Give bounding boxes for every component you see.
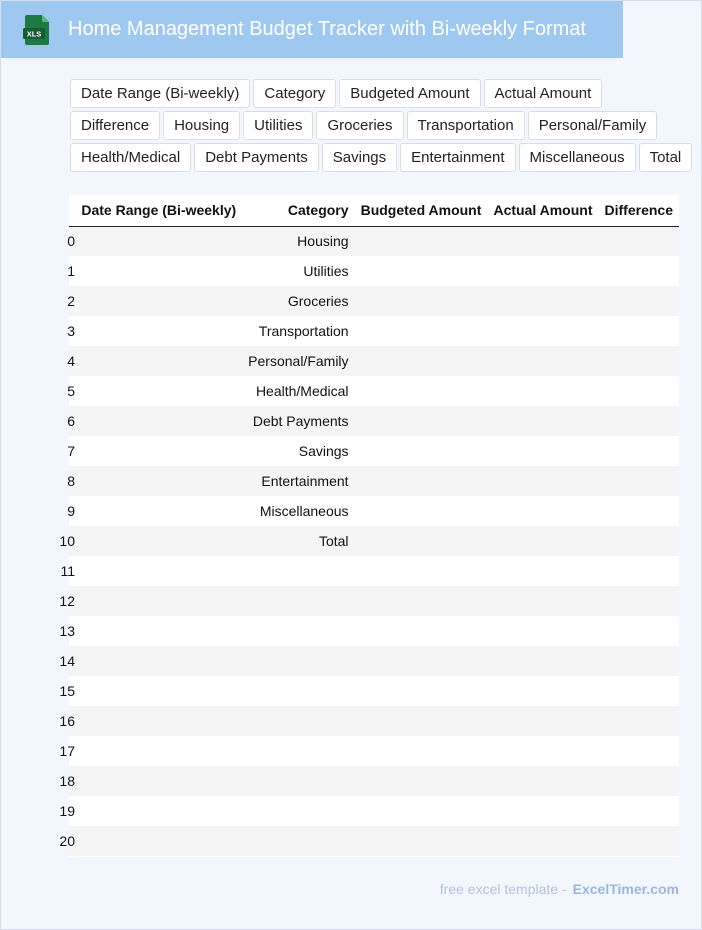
column-chip[interactable]: Miscellaneous — [519, 143, 636, 172]
header-bar — [1, 1, 623, 58]
category-cell[interactable]: Housing — [297, 233, 349, 250]
footer-prefix: free excel template - — [439, 881, 567, 897]
row-index: 0 — [67, 233, 75, 250]
table-row — [69, 736, 679, 766]
column-chip[interactable]: Transportation — [407, 111, 525, 140]
date-range-cell[interactable] — [75, 556, 242, 586]
actual-amount-cell[interactable] — [487, 526, 598, 556]
category-cell[interactable]: Groceries — [287, 293, 349, 309]
column-header-category[interactable]: Category — [242, 195, 354, 226]
date-range-cell[interactable] — [75, 316, 242, 346]
budgeted-amount-cell[interactable] — [355, 556, 488, 586]
row-index: 12 — [59, 593, 75, 609]
actual-amount-cell[interactable] — [487, 796, 598, 826]
actual-amount-cell[interactable] — [487, 226, 598, 256]
date-range-cell[interactable] — [75, 286, 242, 316]
actual-amount-cell[interactable] — [487, 316, 598, 346]
difference-cell[interactable] — [599, 586, 679, 616]
column-chip[interactable]: Savings — [322, 143, 397, 172]
column-chip[interactable]: Actual Amount — [484, 79, 603, 108]
xls-icon-label: XLS — [26, 29, 42, 39]
actual-amount-cell[interactable] — [487, 346, 598, 376]
date-range-cell[interactable] — [75, 226, 242, 256]
category-cell[interactable]: Savings — [298, 443, 349, 459]
row-index: 14 — [59, 653, 75, 669]
category-cell[interactable]: Personal/Family — [248, 353, 349, 369]
category-cell[interactable]: Health/Medical — [255, 383, 349, 399]
table-header-row — [69, 195, 679, 226]
category-cell[interactable] — [242, 796, 354, 826]
table-body — [59, 226, 679, 856]
date-range-cell[interactable] — [75, 736, 242, 766]
budgeted-amount-cell[interactable] — [355, 286, 488, 316]
row-index: 7 — [67, 443, 75, 459]
category-cell[interactable] — [242, 586, 354, 616]
table-row — [69, 646, 679, 676]
date-range-cell[interactable] — [75, 676, 242, 706]
actual-amount-cell[interactable] — [487, 496, 598, 526]
difference-cell[interactable] — [599, 256, 679, 286]
table-row — [69, 466, 679, 496]
difference-cell[interactable] — [599, 706, 679, 736]
difference-cell[interactable] — [599, 826, 679, 856]
budgeted-amount-cell[interactable] — [355, 736, 488, 766]
budgeted-amount-cell[interactable] — [355, 256, 488, 286]
actual-amount-cell[interactable] — [487, 736, 598, 766]
column-chip[interactable]: Utilities — [243, 111, 313, 140]
difference-cell[interactable] — [599, 436, 679, 466]
column-chip[interactable]: Personal/Family — [528, 111, 658, 140]
actual-amount-cell[interactable] — [487, 586, 598, 616]
row-index: 13 — [59, 623, 75, 639]
footer-credit — [440, 881, 679, 897]
budgeted-amount-cell[interactable] — [355, 766, 488, 796]
table-row — [69, 676, 679, 706]
category-cell[interactable] — [242, 676, 354, 706]
difference-cell[interactable] — [599, 736, 679, 766]
table-row — [69, 256, 679, 286]
budgeted-amount-cell[interactable] — [355, 226, 488, 256]
date-range-cell[interactable] — [75, 796, 242, 826]
difference-cell[interactable] — [599, 496, 679, 526]
actual-amount-cell[interactable] — [487, 706, 598, 736]
date-range-cell[interactable] — [75, 646, 242, 676]
difference-cell[interactable] — [599, 526, 679, 556]
row-index: 5 — [67, 383, 75, 399]
actual-amount-cell[interactable] — [487, 646, 598, 676]
column-chip[interactable]: Total — [639, 143, 693, 172]
budgeted-amount-cell[interactable] — [355, 466, 488, 496]
table-row — [69, 766, 679, 796]
actual-amount-cell[interactable] — [487, 616, 598, 646]
table-row — [69, 286, 679, 316]
column-header-actual-amount[interactable]: Actual Amount — [487, 195, 598, 226]
category-cell[interactable] — [242, 706, 354, 736]
difference-cell[interactable] — [599, 676, 679, 706]
row-index: 6 — [67, 413, 75, 429]
page-title: Home Management Budget Tracker with Bi-weekly Format — [68, 18, 586, 40]
category-cell[interactable] — [242, 616, 354, 646]
date-range-cell[interactable] — [75, 496, 242, 526]
row-index: 10 — [59, 533, 75, 549]
table-row — [69, 496, 679, 526]
difference-cell[interactable] — [599, 646, 679, 676]
actual-amount-cell[interactable] — [487, 766, 598, 796]
difference-cell[interactable] — [599, 616, 679, 646]
budgeted-amount-cell[interactable] — [355, 526, 488, 556]
data-table — [59, 195, 679, 856]
budgeted-amount-cell[interactable] — [355, 646, 488, 676]
row-index: 16 — [59, 713, 75, 729]
actual-amount-cell[interactable] — [487, 436, 598, 466]
difference-cell[interactable] — [599, 226, 679, 256]
actual-amount-cell[interactable] — [487, 676, 598, 706]
category-cell[interactable]: Debt Payments — [252, 413, 349, 429]
date-range-cell[interactable] — [75, 706, 242, 736]
row-index: 17 — [59, 743, 75, 759]
budgeted-amount-cell[interactable] — [355, 586, 488, 616]
category-cell[interactable]: Utilities — [303, 263, 349, 279]
column-chip[interactable]: Health/Medical — [70, 143, 191, 172]
date-range-cell[interactable] — [75, 346, 242, 376]
date-range-cell[interactable] — [75, 766, 242, 796]
row-index: 3 — [67, 323, 75, 339]
budgeted-amount-cell[interactable] — [355, 346, 488, 376]
table-row — [69, 406, 679, 436]
category-cell[interactable] — [242, 556, 354, 586]
budgeted-amount-cell[interactable] — [355, 796, 488, 826]
row-index: 20 — [59, 833, 75, 849]
difference-cell[interactable] — [599, 286, 679, 316]
column-header-budgeted-amount[interactable]: Budgeted Amount — [355, 195, 488, 226]
date-range-cell[interactable] — [75, 406, 242, 436]
table-row — [69, 346, 679, 376]
column-chip-list — [70, 79, 695, 172]
row-index: 19 — [59, 803, 75, 819]
row-index: 8 — [67, 473, 75, 489]
date-range-cell[interactable] — [75, 256, 242, 286]
date-range-cell[interactable] — [75, 436, 242, 466]
column-chip[interactable]: Date Range (Bi-weekly) — [70, 79, 250, 108]
category-cell[interactable]: Total — [318, 533, 349, 549]
row-index: 15 — [59, 683, 75, 699]
budgeted-amount-cell[interactable] — [355, 496, 488, 526]
budgeted-amount-cell[interactable] — [355, 826, 488, 856]
table-row — [69, 616, 679, 646]
row-index: 18 — [59, 773, 75, 789]
budgeted-amount-cell[interactable] — [355, 316, 488, 346]
row-index: 9 — [67, 503, 75, 519]
actual-amount-cell[interactable] — [487, 376, 598, 406]
difference-cell[interactable] — [599, 316, 679, 346]
column-chip[interactable]: Budgeted Amount — [339, 79, 480, 108]
table-row — [69, 826, 679, 856]
budgeted-amount-cell[interactable] — [355, 436, 488, 466]
category-cell[interactable]: Transportation — [258, 323, 349, 339]
difference-cell[interactable] — [599, 406, 679, 436]
column-chip[interactable]: Groceries — [316, 111, 403, 140]
row-index: 2 — [67, 293, 75, 309]
table-row — [69, 586, 679, 616]
budgeted-amount-cell[interactable] — [355, 406, 488, 436]
table-row — [69, 796, 679, 826]
column-chip[interactable]: Category — [253, 79, 336, 108]
table-row — [69, 316, 679, 346]
table-row — [69, 526, 679, 556]
actual-amount-cell[interactable] — [487, 826, 598, 856]
budgeted-amount-cell[interactable] — [355, 676, 488, 706]
actual-amount-cell[interactable] — [487, 406, 598, 436]
data-table-container[interactable] — [59, 195, 679, 857]
difference-cell[interactable] — [599, 556, 679, 586]
difference-cell[interactable] — [599, 796, 679, 826]
row-index: 1 — [67, 263, 75, 279]
date-range-cell[interactable] — [75, 586, 242, 616]
footer-brand-link[interactable]: ExcelTimer.com — [572, 881, 679, 897]
category-cell[interactable] — [242, 826, 354, 856]
date-range-cell[interactable] — [75, 826, 242, 856]
category-cell[interactable] — [242, 646, 354, 676]
column-chip[interactable]: Debt Payments — [194, 143, 319, 172]
difference-cell[interactable] — [599, 346, 679, 376]
column-header-difference[interactable]: Difference — [599, 195, 679, 226]
table-row — [69, 436, 679, 466]
difference-cell[interactable] — [599, 376, 679, 406]
actual-amount-cell[interactable] — [487, 556, 598, 586]
budgeted-amount-cell[interactable] — [355, 706, 488, 736]
difference-cell[interactable] — [599, 766, 679, 796]
date-range-cell[interactable] — [75, 466, 242, 496]
row-index: 4 — [67, 353, 75, 369]
difference-cell[interactable] — [599, 466, 679, 496]
date-range-cell[interactable] — [75, 376, 242, 406]
column-header-date-range[interactable]: Date Range (Bi-weekly) — [75, 195, 242, 226]
column-chip[interactable]: Difference — [70, 111, 160, 140]
column-chip[interactable]: Entertainment — [400, 143, 515, 172]
category-cell[interactable] — [242, 736, 354, 766]
xls-file-icon — [23, 15, 51, 45]
date-range-cell[interactable] — [75, 526, 242, 556]
category-cell[interactable]: Entertainment — [261, 473, 349, 489]
table-row — [69, 376, 679, 406]
budgeted-amount-cell[interactable] — [355, 616, 488, 646]
category-cell[interactable]: Miscellaneous — [259, 503, 349, 519]
category-cell[interactable] — [242, 766, 354, 796]
table-row — [69, 706, 679, 736]
table-row — [69, 226, 679, 256]
actual-amount-cell[interactable] — [487, 286, 598, 316]
row-index: 11 — [60, 563, 75, 579]
column-chip[interactable]: Housing — [163, 111, 240, 140]
actual-amount-cell[interactable] — [487, 256, 598, 286]
actual-amount-cell[interactable] — [487, 466, 598, 496]
date-range-cell[interactable] — [75, 616, 242, 646]
table-row — [69, 556, 679, 586]
budgeted-amount-cell[interactable] — [355, 376, 488, 406]
